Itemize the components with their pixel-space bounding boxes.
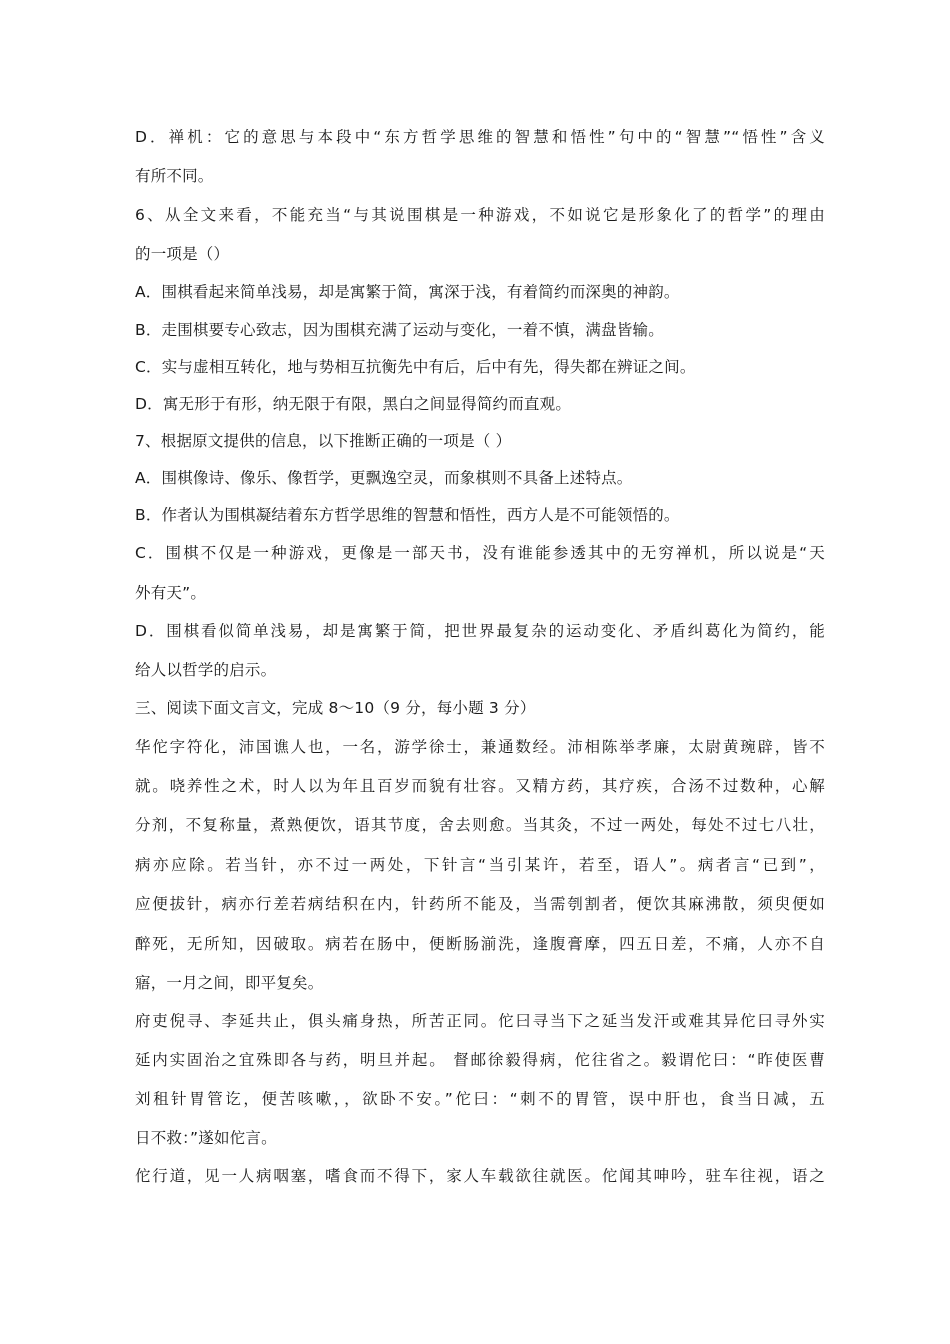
text-line: 7、根据原文提供的信息，以下推断正确的一项是（ ） xyxy=(135,432,512,450)
text-line: A．围棋像诗、像乐、像哲学，更飘逸空灵，而象棋则不具备上述特点。 xyxy=(135,469,633,487)
text-line: 寤，一月之间，即平复矣。 xyxy=(135,974,324,992)
text-line: 华佗字符化，沛国谯人也，一名，游学徐士，兼通数经。沛相陈举孝廉，太尉黄琬辟，皆不 xyxy=(135,738,825,756)
text-line: C．实与虚相互转化，地与势相互抗衡先中有后，后中有先，得失都在辨证之间。 xyxy=(135,358,696,376)
text-line: 延内实固治之宜殊即各与药，明旦并起。 督邮徐毅得病，佗往省之。毅谓佗曰：“昨使医曹 xyxy=(135,1051,825,1069)
text-line: D．寓无形于有形，纳无限于有限，黑白之间显得简约而直观。 xyxy=(135,395,572,413)
text-line: 给人以哲学的启示。 xyxy=(135,661,277,679)
text-line: A．围棋看起来简单浅易，却是寓繁于简，寓深于浅，有着简约而深奥的神韵。 xyxy=(135,283,680,301)
text-line: 应便拔针，病亦行差若病结积在内，针药所不能及，当需刳割者，便饮其麻沸散，须臾便如 xyxy=(135,895,825,913)
text-line: D．禅机：它的意思与本段中“东方哲学思维的智慧和悟性”句中的“智慧”“悟性”含义 xyxy=(135,128,825,146)
text-line: C．围棋不仅是一种游戏，更像是一部天书，没有谁能参透其中的无穷禅机，所以说是“天 xyxy=(135,544,825,562)
text-line: 分剂，不复称量，煮熟便饮，语其节度，舍去则愈。当其灸，不过一两处，每处不过七八壮， xyxy=(135,816,825,834)
text-line: 外有天”。 xyxy=(135,584,207,602)
text-line: B．作者认为围棋凝结着东方哲学思维的智慧和悟性，西方人是不可能领悟的。 xyxy=(135,506,680,524)
text-line: 的一项是（） xyxy=(135,245,230,263)
text-line: D．围棋看似简单浅易，却是寓繁于简，把世界最复杂的运动变化、矛盾纠葛化为简约，能 xyxy=(135,622,825,640)
text-line: 府吏倪寻、李延共止，俱头痛身热，所苦正同。佗曰寻当下之延当发汗或难其异佗曰寻外实 xyxy=(135,1012,825,1030)
text-line: 6、从全文来看，不能充当“与其说围棋是一种游戏，不如说它是形象化了的哲学”的理由 xyxy=(135,206,825,224)
text-line: 有所不同。 xyxy=(135,167,214,185)
text-line: 病亦应除。若当针，亦不过一两处，下针言“当引某许，若至，语人”。病者言“已到”， xyxy=(135,856,825,874)
section-heading: 三、阅读下面文言文，完成 8～10（9 分，每小题 3 分） xyxy=(135,699,536,717)
text-line: B．走围棋要专心致志，因为围棋充满了运动与变化，一着不慎，满盘皆输。 xyxy=(135,321,664,339)
text-line: 佗行道，见一人病咽塞，嗜食而不得下，家人车载欲往就医。佗闻其呻吟，驻车往视，语之 xyxy=(135,1167,825,1185)
text-line: 刘租针胃管讫，便苦咳嗽，，欲卧不安。”佗曰：“刺不的胃管，误中肝也，食当日减，五 xyxy=(135,1090,825,1108)
text-line: 日不救：”遂如佗言。 xyxy=(135,1129,277,1147)
text-line: 就。哓养性之术，时人以为年且百岁而貌有壮容。又精方药，其疗疾，合汤不过数种，心解 xyxy=(135,777,825,795)
text-line: 醉死，无所知，因破取。病若在肠中，便断肠湔洗，逢腹膏摩，四五日差，不痛，人亦不自 xyxy=(135,935,825,953)
